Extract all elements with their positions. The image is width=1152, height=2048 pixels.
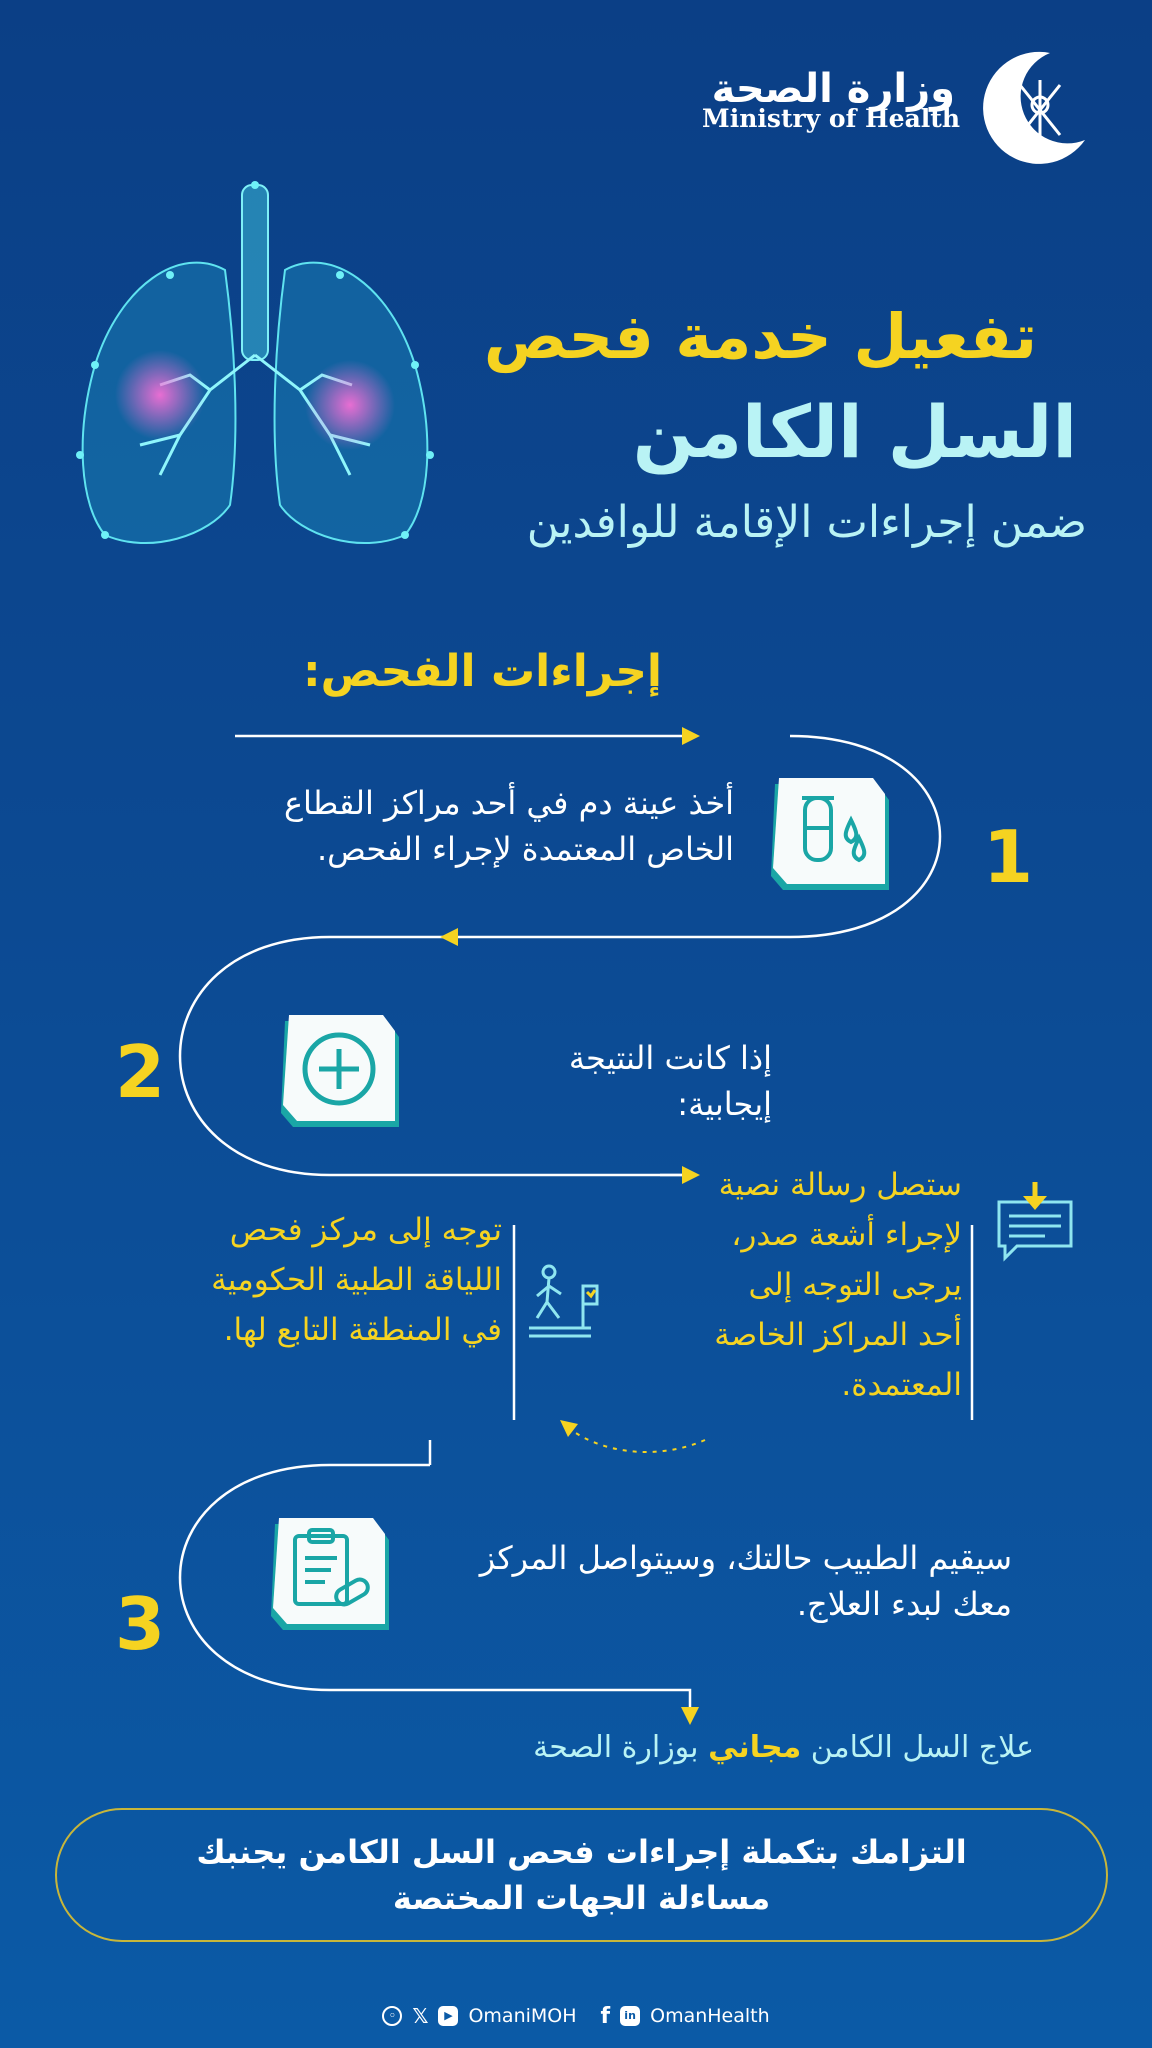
- plus-circle-icon: [275, 1007, 405, 1137]
- handle-omanhealth[interactable]: OmanHealth: [650, 2005, 770, 2027]
- ministry-name-english: Ministry of Health: [702, 104, 960, 133]
- step-3-text: سيقيم الطبيب حالتك، وسيتواصل المركز معك لبدء العلاج.: [479, 1539, 1012, 1623]
- clipboard-pill-icon: [265, 1510, 395, 1640]
- youtube-icon[interactable]: ▶: [438, 2006, 458, 2026]
- title-line-1: تفعيل خدمة فحص: [483, 300, 1037, 373]
- free-note-after: بوزارة الصحة: [533, 1730, 699, 1765]
- title-line-3: ضمن إجراءات الإقامة للوافدين: [526, 497, 1087, 548]
- step-1-text: أخذ عينة دم في أحد مراكز القطاع الخاص المعتمدة لإجراء الفحص.: [283, 784, 734, 868]
- commitment-box: [55, 1808, 1108, 1942]
- treadmill-fitness-icon: [525, 1262, 605, 1342]
- x-twitter-icon[interactable]: 𝕏: [412, 2004, 429, 2028]
- ministry-name-arabic: وزارة الصحة: [711, 66, 955, 112]
- free-note-highlight: مجاني: [708, 1730, 802, 1765]
- instagram-icon[interactable]: ◦: [382, 2006, 402, 2026]
- title-line-2: السل الكامن: [632, 390, 1077, 474]
- step-2-number: 2: [115, 1030, 166, 1114]
- sms-message-icon: [995, 1180, 1075, 1270]
- step-1-number: 1: [983, 815, 1034, 899]
- linkedin-icon[interactable]: in: [620, 2006, 640, 2026]
- section-heading: إجراءات الفحص:: [303, 646, 662, 697]
- commitment-line-2: مساءلة الجهات المختصة: [392, 1879, 771, 1917]
- facebook-icon[interactable]: f: [600, 2003, 611, 2029]
- step-3-number: 3: [115, 1582, 166, 1666]
- handle-omanimoh[interactable]: OmaniMOH: [468, 2005, 577, 2027]
- branch-left-text: توجه إلى مركز فحص اللياقة الطبية الحكومية في المنطقة التابع لها.: [211, 1212, 502, 1348]
- free-treatment-note: [533, 1730, 1034, 1765]
- step-2-text: إذا كانت النتيجة إيجابية:: [568, 1039, 772, 1123]
- blood-test-tube-icon: [765, 770, 895, 900]
- branch-right-text: ستصل رسالة نصية لإجراء أشعة صدر، يرجى التوجه إلى أحد المراكز الخاصة المعتمدة.: [714, 1167, 962, 1403]
- commitment-line-1: التزامك بتكملة إجراءات فحص السل الكامن يجنبك: [196, 1833, 967, 1871]
- free-note-before: علاج السل الكامن: [810, 1730, 1034, 1765]
- social-footer: [0, 2000, 1152, 2032]
